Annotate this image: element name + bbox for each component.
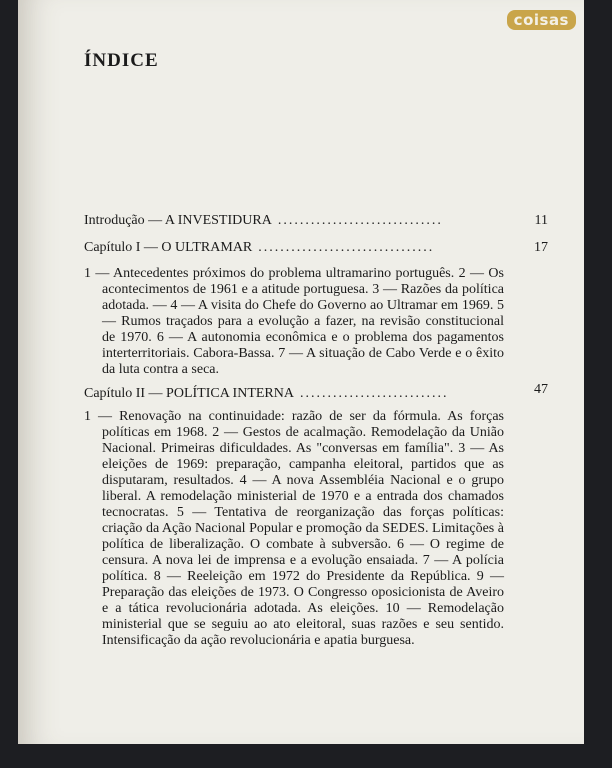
toc-page-number: 11 [534,213,548,228]
toc-page-number: 17 [534,240,548,255]
toc-entry-introducao [84,213,548,229]
toc-leader-dots: ................................ [258,240,435,255]
toc-entry-label: Introdução — A INVESTIDURA [84,213,272,228]
summary-text: 1 — Antecedentes próximos do problema ultramarino português. 2 — Os acontecimentos de 1961 e a atitude portuguesa. 3 — Razões da política adotada. — 4 — A visita do Chefe do Governo ao Ultramar em 1969. 5 — Rumos traçados para a evolução a fazer, na revisão constitucional de 1970. 6 — A autonomia econômica e o problema dos pagamentos interterritoriais. Cabora-Bassa. 7 — A situação de Cabo Verde e o êxito da luta contra a seca. [84,266,504,377]
chapter-2-summary [84,409,504,649]
chapter-1-summary [84,266,504,378]
toc-entry-label: Capítulo II — POLÍTICA INTERNA [84,386,294,401]
watermark-logo: coisas [507,10,576,30]
page-title: ÍNDICE [84,50,159,71]
toc-entry-capitulo-1 [84,240,548,256]
book-page [18,0,584,744]
toc-entry-label: Capítulo I — O ULTRAMAR [84,240,253,255]
toc-leader-dots: .............................. [277,213,443,228]
toc-entry-capitulo-2 [84,382,548,402]
toc-leader-dots: ........................... [299,386,449,401]
summary-text: 1 — Renovação na continuidade: razão de ser da fórmula. As forças políticas em 1968. 2 — Gestos de acalmação. Remodelação da União Nacional. Primeiras dificuldades. As "conversas em família". 3 — As eleições de 1969: preparação, campanha eleitoral, partidos que as disputaram, resultados. 4 — A nova Assembléia Nacional e o grupo liberal. A remodelação ministerial de 1970 e a entrada dos chamados tecnocratas. 5 — Tentativa de reorganização das forças políticas: criação da Ação Nacional Popular e promoção da SEDES. Limitações à política de liberalização. O combate à subversão. 6 — O regime de censura. A nova lei de imprensa e a evolução ensaiada. 7 — A polícia política. 8 — Reeleição em 1972 do Presidente da República. 9 — Preparação das eleições de 1973. O Congresso oposicionista de Aveiro e a tática revolucionária adotada. As eleições. 10 — Remodelação ministerial que se seguiu ao ato eleitoral, suas razões e seu sentido. Intensificação da ação revolucionária e apatia burguesa. [84,409,504,648]
toc-page-number: 47 [534,382,548,397]
